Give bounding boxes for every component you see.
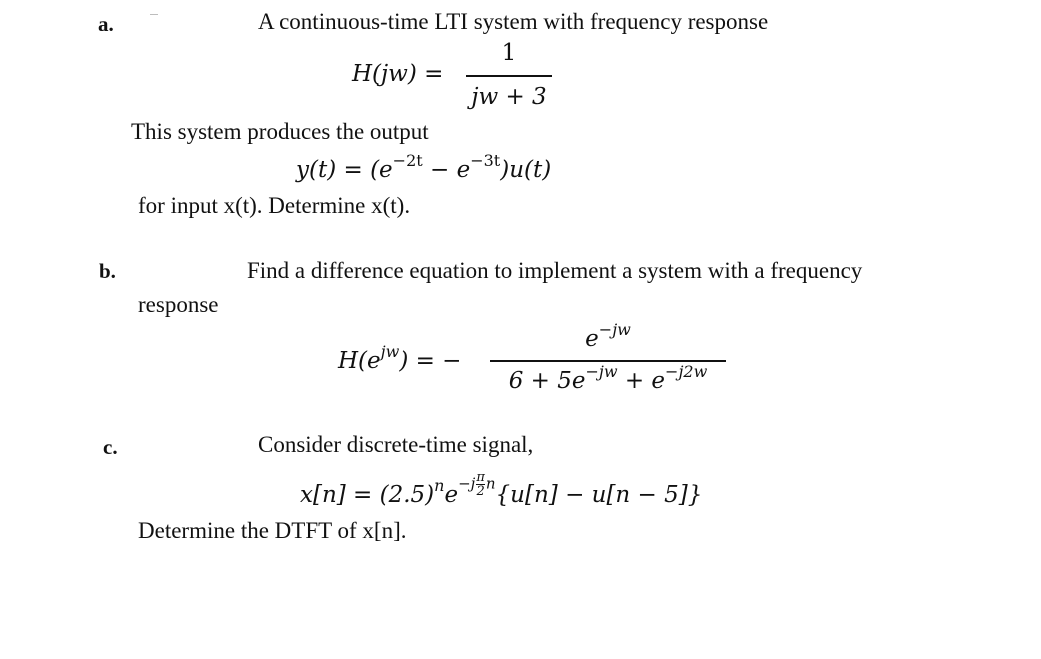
problem-b-intro-line2: response: [138, 292, 219, 317]
problem-a-transfer-fraction: [466, 40, 552, 120]
signal-eq-exp-fraction: [476, 471, 485, 498]
fraction-bar: [466, 75, 552, 77]
transfer-b-num-exp: −jw: [598, 320, 631, 339]
signal-eq-exp-n: n: [434, 476, 445, 495]
problem-a-intro: A continuous-time LTI system with frequency response: [258, 9, 769, 34]
problem-a-transfer-numerator: 1: [501, 40, 517, 66]
signal-eq-exp-frac-num: π: [476, 469, 485, 485]
problem-b-label: b.: [99, 259, 116, 283]
signal-eq-part3: {u[n] − u[n − 5]}: [495, 482, 703, 508]
output-eq-exp2: −3t: [470, 151, 501, 170]
transfer-b-den-part1: 6 + 5e: [508, 368, 586, 394]
transfer-b-den-exp2: −j2w: [665, 362, 708, 381]
problem-b-transfer-denominator: [490, 362, 726, 394]
output-eq-tail: )u(t): [500, 157, 552, 183]
problem-c-intro: Consider discrete-time signal,: [258, 432, 534, 457]
problem-a-output-text: This system produces the output: [131, 119, 429, 144]
problem-a-label: a.: [98, 12, 114, 36]
problem-c-signal-equation: [300, 469, 703, 512]
problem-b-transfer-lhs: [338, 342, 462, 374]
signal-eq-exponent: [458, 471, 495, 498]
problem-b-transfer-fraction: [490, 318, 726, 398]
problem-a-output-equation: [296, 151, 552, 183]
problem-a-ask: for input x(t). Determine x(t).: [138, 193, 411, 218]
output-eq-mid: − e: [422, 157, 471, 183]
problem-a-transfer-denominator: [466, 84, 552, 110]
problem-c-ask: Determine the DTFT of x[n].: [138, 518, 407, 543]
problem-a-transfer-lhs-text: H(jw) =: [352, 61, 444, 87]
faint-mark: [150, 14, 158, 18]
problem-a-transfer-denominator-text: jw + 3: [471, 84, 547, 110]
signal-eq-part2: e: [444, 482, 459, 508]
transfer-b-den-part2: + e: [617, 368, 666, 394]
signal-eq-exp-frac-den: 2: [476, 483, 485, 499]
transfer-b-lhs-exp: jw: [380, 342, 400, 361]
problem-a-transfer-lhs: [352, 61, 443, 87]
signal-eq-part1: x[n] = (2.5): [300, 482, 435, 508]
problem-b-intro-line1: Find a difference equation to implement a system with a frequency: [247, 258, 863, 283]
problem-b-transfer-numerator: [490, 320, 726, 352]
output-eq-base: y(t) = (e: [296, 157, 393, 183]
transfer-b-num-base: e: [585, 326, 599, 352]
problem-c-label: c.: [103, 435, 118, 459]
transfer-b-lhs-close: ) = −: [399, 348, 462, 374]
signal-eq-exp-n2: n: [485, 474, 496, 492]
transfer-b-lhs-base: H(e: [338, 348, 381, 374]
output-eq-exp1: −2t: [392, 151, 423, 170]
signal-eq-exp-j: −j: [458, 474, 476, 492]
transfer-b-den-exp1: −jw: [585, 362, 618, 381]
